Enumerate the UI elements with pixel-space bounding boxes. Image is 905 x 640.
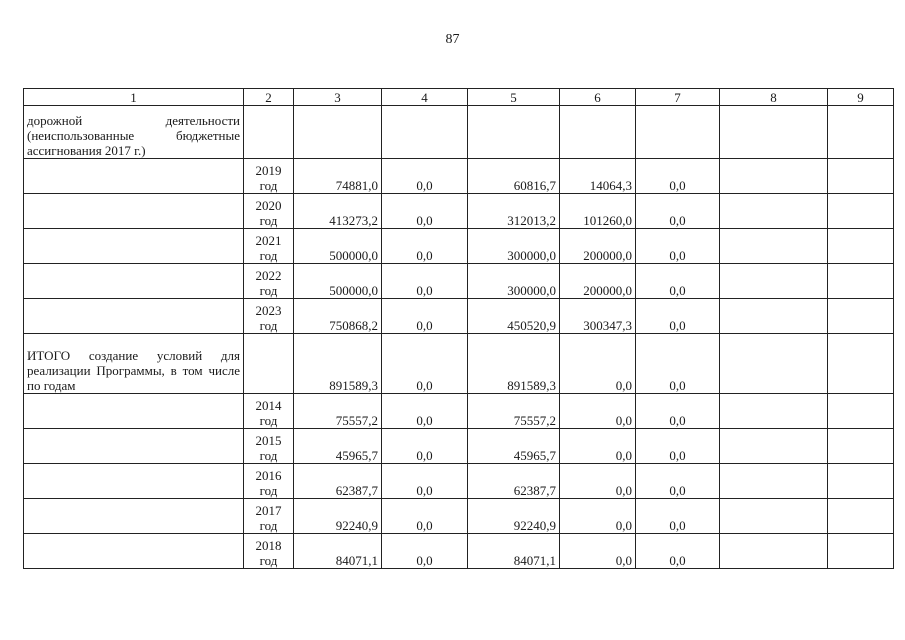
extra-budget-cell: 0,0	[636, 394, 720, 429]
year-unit: год	[259, 283, 278, 298]
table-row	[24, 194, 894, 229]
column-header: 9	[828, 89, 894, 106]
table-row	[24, 106, 894, 159]
year-cell	[244, 394, 294, 429]
row-description: ИТОГО создание условий для реализации Программы, в том числе по годам	[24, 334, 244, 394]
federal-budget-cell: 0,0	[382, 464, 468, 499]
year-cell	[244, 264, 294, 299]
regional-budget-cell: 450520,9	[468, 299, 560, 334]
local-budget-cell: 300347,3	[560, 299, 636, 334]
extra-budget-cell: 0,0	[636, 534, 720, 569]
local-budget-cell: 0,0	[560, 429, 636, 464]
row-description	[24, 229, 244, 264]
table-row	[24, 264, 894, 299]
year-cell	[244, 334, 294, 394]
column-8-cell	[720, 299, 828, 334]
column-9-cell	[828, 264, 894, 299]
header-row	[24, 89, 894, 106]
extra-budget-cell: 0,0	[636, 499, 720, 534]
year-cell	[244, 534, 294, 569]
federal-budget-cell: 0,0	[382, 264, 468, 299]
total-amount-cell: 84071,1	[294, 534, 382, 569]
extra-budget-cell: 0,0	[636, 464, 720, 499]
table-row	[24, 229, 894, 264]
column-9-cell	[828, 106, 894, 159]
local-budget-cell: 0,0	[560, 394, 636, 429]
row-description	[24, 429, 244, 464]
local-budget-cell: 0,0	[560, 499, 636, 534]
federal-budget-cell: 0,0	[382, 334, 468, 394]
year-value: 2015	[255, 433, 282, 448]
year-cell	[244, 499, 294, 534]
table-row	[24, 159, 894, 194]
extra-budget-cell	[636, 106, 720, 159]
column-9-cell	[828, 229, 894, 264]
local-budget-cell: 200000,0	[560, 229, 636, 264]
column-header: 4	[382, 89, 468, 106]
table-row	[24, 499, 894, 534]
regional-budget-cell: 75557,2	[468, 394, 560, 429]
column-8-cell	[720, 334, 828, 394]
row-description	[24, 299, 244, 334]
year-value: 2017	[255, 503, 282, 518]
column-8-cell	[720, 464, 828, 499]
local-budget-cell: 101260,0	[560, 194, 636, 229]
total-amount-cell: 74881,0	[294, 159, 382, 194]
federal-budget-cell	[382, 106, 468, 159]
page-number: 87	[445, 32, 460, 47]
extra-budget-cell: 0,0	[636, 264, 720, 299]
year-value: 2014	[255, 398, 282, 413]
budget-table	[23, 88, 894, 569]
column-8-cell	[720, 106, 828, 159]
regional-budget-cell: 891589,3	[468, 334, 560, 394]
total-amount-cell: 500000,0	[294, 229, 382, 264]
year-cell	[244, 429, 294, 464]
federal-budget-cell: 0,0	[382, 299, 468, 334]
table-row	[24, 429, 894, 464]
year-unit: год	[259, 213, 278, 228]
row-description	[24, 194, 244, 229]
year-unit: год	[259, 483, 278, 498]
local-budget-cell: 0,0	[560, 534, 636, 569]
year-cell	[244, 464, 294, 499]
year-unit: год	[259, 178, 278, 193]
column-9-cell	[828, 194, 894, 229]
row-description	[24, 464, 244, 499]
table-row	[24, 464, 894, 499]
row-description	[24, 159, 244, 194]
table-row	[24, 394, 894, 429]
column-header: 8	[720, 89, 828, 106]
federal-budget-cell: 0,0	[382, 534, 468, 569]
year-cell	[244, 299, 294, 334]
total-amount-cell: 750868,2	[294, 299, 382, 334]
table-row	[24, 534, 894, 569]
column-8-cell	[720, 534, 828, 569]
total-amount-cell: 45965,7	[294, 429, 382, 464]
regional-budget-cell: 92240,9	[468, 499, 560, 534]
local-budget-cell: 0,0	[560, 334, 636, 394]
year-unit: год	[259, 518, 278, 533]
regional-budget-cell: 300000,0	[468, 264, 560, 299]
extra-budget-cell: 0,0	[636, 229, 720, 264]
year-value: 2022	[255, 268, 282, 283]
local-budget-cell: 14064,3	[560, 159, 636, 194]
local-budget-cell: 0,0	[560, 464, 636, 499]
column-9-cell	[828, 534, 894, 569]
row-description	[24, 264, 244, 299]
federal-budget-cell: 0,0	[382, 194, 468, 229]
column-9-cell	[828, 299, 894, 334]
total-amount-cell: 500000,0	[294, 264, 382, 299]
year-value: 2021	[255, 233, 282, 248]
local-budget-cell: 200000,0	[560, 264, 636, 299]
table-row	[24, 299, 894, 334]
column-8-cell	[720, 194, 828, 229]
column-8-cell	[720, 429, 828, 464]
year-value: 2020	[255, 198, 282, 213]
regional-budget-cell: 60816,7	[468, 159, 560, 194]
column-8-cell	[720, 394, 828, 429]
column-header: 1	[24, 89, 244, 106]
federal-budget-cell: 0,0	[382, 394, 468, 429]
column-8-cell	[720, 159, 828, 194]
column-8-cell	[720, 229, 828, 264]
extra-budget-cell: 0,0	[636, 194, 720, 229]
row-description	[24, 394, 244, 429]
year-unit: год	[259, 413, 278, 428]
extra-budget-cell: 0,0	[636, 299, 720, 334]
column-header: 7	[636, 89, 720, 106]
year-value: 2023	[255, 303, 282, 318]
federal-budget-cell: 0,0	[382, 429, 468, 464]
extra-budget-cell: 0,0	[636, 334, 720, 394]
row-description	[24, 534, 244, 569]
year-value: 2019	[255, 163, 282, 178]
total-amount-cell: 92240,9	[294, 499, 382, 534]
year-cell	[244, 106, 294, 159]
year-unit: год	[259, 318, 278, 333]
year-unit: год	[259, 248, 278, 263]
column-9-cell	[828, 429, 894, 464]
column-header: 5	[468, 89, 560, 106]
year-value: 2016	[255, 468, 282, 483]
column-8-cell	[720, 499, 828, 534]
column-9-cell	[828, 159, 894, 194]
column-header: 6	[560, 89, 636, 106]
table-row	[24, 334, 894, 394]
local-budget-cell	[560, 106, 636, 159]
regional-budget-cell: 300000,0	[468, 229, 560, 264]
total-amount-cell	[294, 106, 382, 159]
year-cell	[244, 194, 294, 229]
regional-budget-cell: 45965,7	[468, 429, 560, 464]
total-amount-cell: 75557,2	[294, 394, 382, 429]
total-amount-cell: 62387,7	[294, 464, 382, 499]
year-unit: год	[259, 553, 278, 568]
regional-budget-cell: 62387,7	[468, 464, 560, 499]
column-9-cell	[828, 394, 894, 429]
year-value: 2018	[255, 538, 282, 553]
year-cell	[244, 159, 294, 194]
year-unit: год	[259, 448, 278, 463]
total-amount-cell: 413273,2	[294, 194, 382, 229]
federal-budget-cell: 0,0	[382, 499, 468, 534]
column-8-cell	[720, 264, 828, 299]
total-amount-cell: 891589,3	[294, 334, 382, 394]
column-header: 3	[294, 89, 382, 106]
extra-budget-cell: 0,0	[636, 159, 720, 194]
regional-budget-cell	[468, 106, 560, 159]
extra-budget-cell: 0,0	[636, 429, 720, 464]
column-header: 2	[244, 89, 294, 106]
row-description	[24, 499, 244, 534]
regional-budget-cell: 312013,2	[468, 194, 560, 229]
regional-budget-cell: 84071,1	[468, 534, 560, 569]
column-9-cell	[828, 334, 894, 394]
row-description: дорожной деятельности (неиспользованные бюджетные ассигнования 2017 г.)	[24, 106, 244, 159]
federal-budget-cell: 0,0	[382, 159, 468, 194]
year-cell	[244, 229, 294, 264]
column-9-cell	[828, 464, 894, 499]
federal-budget-cell: 0,0	[382, 229, 468, 264]
column-9-cell	[828, 499, 894, 534]
